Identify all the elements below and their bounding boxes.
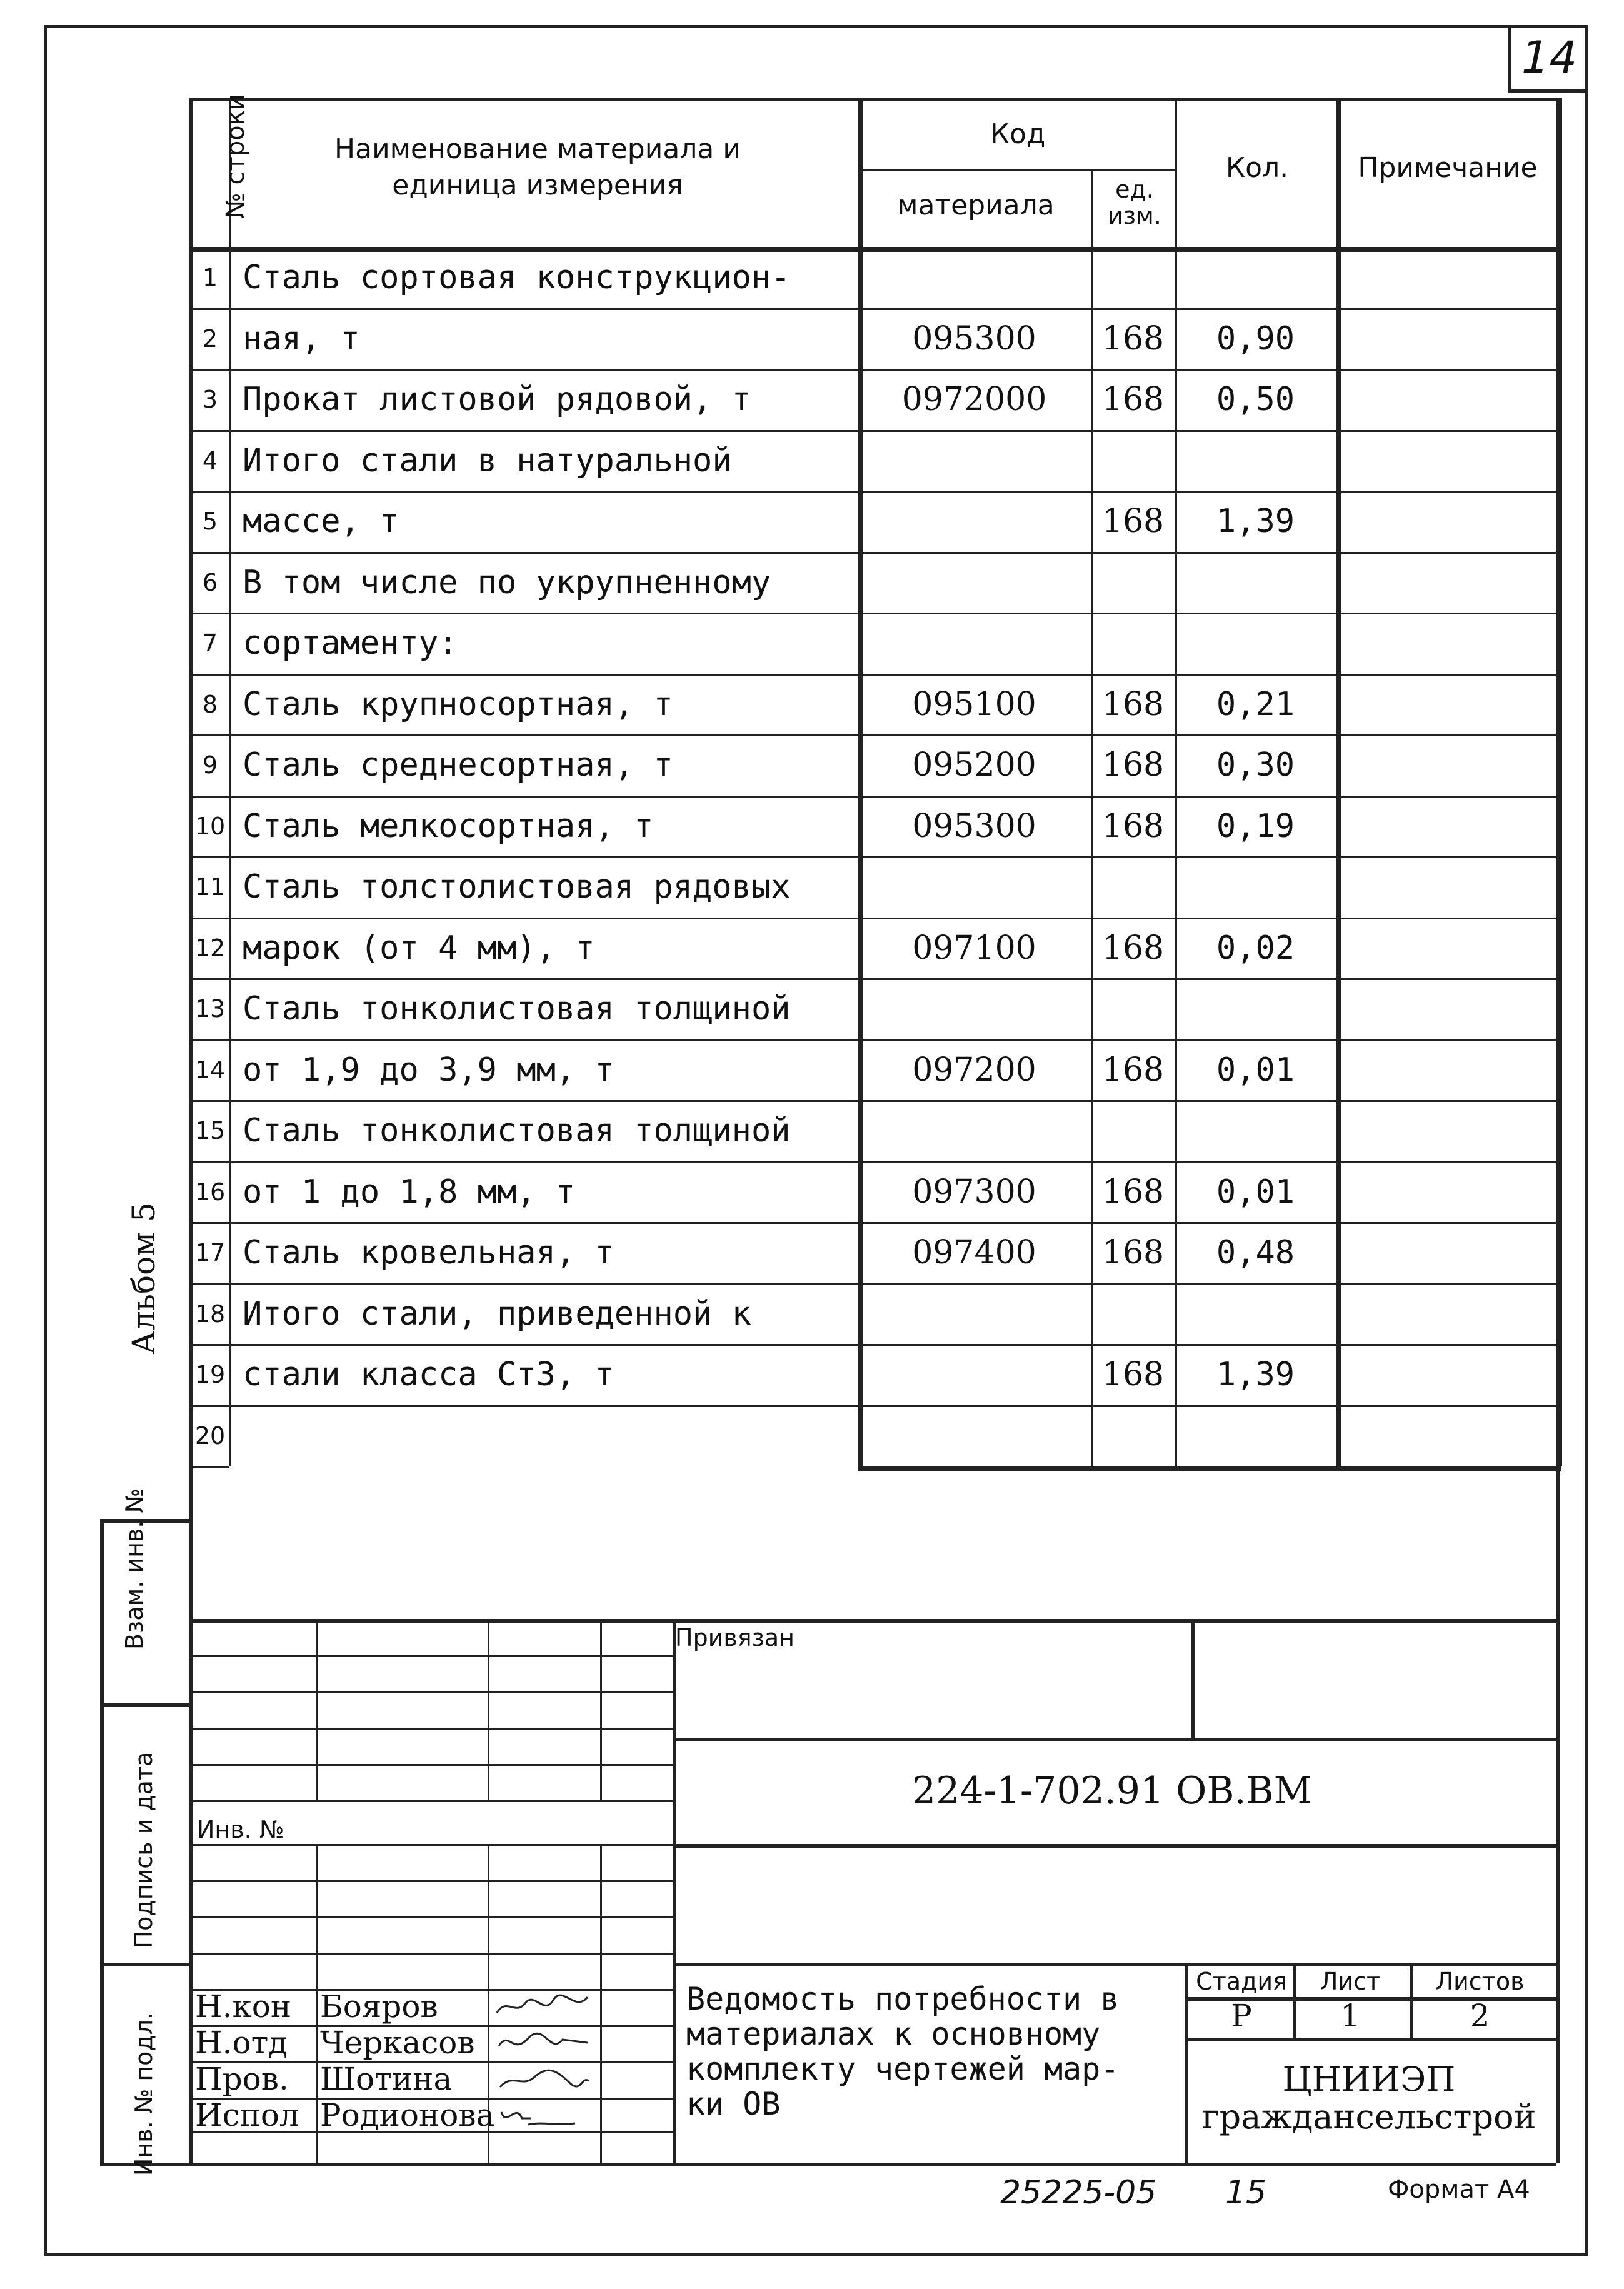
signature-image [494,2100,594,2131]
grid-line [858,169,1175,171]
vzam-inv-label: Взам. инв. № [121,1488,148,1650]
header-code-unit: ед. изм. [1108,176,1161,229]
grid-line [189,369,1556,371]
grid-line [600,1844,602,2163]
grid-line [189,98,1556,101]
unit-code: 168 [1101,503,1165,540]
grid-line [673,1844,1556,1848]
material-name: Сталь крупносортная, т [243,686,673,723]
page-number: 15 [1225,2174,1267,2211]
grid-line [100,1963,189,1966]
grid-line [673,1619,676,2163]
document-title-line: Ведомость потребности в [686,1981,1120,2017]
unit-code: 168 [1101,381,1165,418]
header-qty: Кол. [1225,152,1289,184]
row-number: 8 [202,691,218,718]
row-number: 6 [202,569,218,596]
grid-line [1336,98,1341,1466]
row-number: 17 [194,1239,226,1266]
grid-line [189,734,1556,736]
row-number: 13 [194,995,226,1023]
sheets-label: Листов [1435,1968,1525,1995]
grid-line [1175,98,1177,1466]
sheet-label: Лист [1320,1968,1381,1995]
material-name: Сталь среднесортная, т [243,746,673,784]
document-title-line: комплекту чертежей мар- [686,2051,1120,2087]
archive-number: 25225-05 [1000,2174,1157,2211]
unit-code: 168 [1101,746,1165,784]
unit-code: 168 [1101,1051,1165,1089]
row-number: 10 [194,813,226,840]
grid-line [189,491,1556,493]
document-title [686,1981,1119,2121]
quantity: 0,01 [1216,1173,1295,1211]
material-name: стали класса Ст3, т [243,1356,614,1393]
grid-line [488,1619,489,1800]
grid-line [189,856,1556,858]
row-number: 2 [202,325,218,353]
grid-line [316,1619,318,1800]
grid-line [100,1703,189,1707]
material-name: Сталь тонколистовая толщиной [243,990,791,1028]
material-code: 095200 [912,746,1036,784]
quantity: 1,39 [1216,503,1295,540]
material-code: 097100 [912,929,1036,967]
grid-line [100,1519,104,2163]
grid-line [189,1405,1556,1407]
inv-no-label: Инв. № [197,1816,284,1843]
role-label: Н.кон [195,1988,292,2025]
quantity: 0,21 [1216,686,1295,723]
inv-podl-label: Инв. № подл. [130,2011,158,2176]
format-label: Формат А4 [1388,2175,1530,2204]
header-code-material: материала [897,189,1055,221]
document-title-line: материалах к основному [686,2016,1101,2052]
grid-line [189,613,1556,614]
grid-line [316,1844,318,2163]
grid-line [189,1344,1556,1346]
row-number: 9 [202,751,218,779]
row-number: 14 [194,1056,226,1084]
grid-line [189,1100,1556,1102]
grid-line [673,1963,1556,1966]
grid-line [189,2163,673,2165]
quantity: 0,50 [1216,381,1295,418]
grid-line [600,1619,602,1800]
grid-line [858,1466,1561,1471]
role-label: Н.отд [195,2025,288,2061]
signature-image [494,2027,594,2058]
grid-line [189,1222,1556,1224]
signature-image [494,1991,594,2022]
grid-line [1191,1619,1195,1738]
material-name: Итого стали, приведенной к [243,1295,751,1333]
material-name: сортаменту: [243,624,458,662]
role-label: Пров. [195,2061,289,2097]
material-name: Сталь сортовая конструкцион- [243,259,791,296]
quantity: 0,30 [1216,746,1295,784]
material-code: 097200 [912,1051,1036,1089]
grid-line [189,1466,193,2163]
stage-label: Стадия [1196,1968,1287,1995]
privyazan-label: Привязан [675,1624,794,1651]
row-number: 7 [202,629,218,657]
material-name: В том числе по укрупненному [243,564,771,601]
grid-line [1556,98,1562,1466]
signature-image [494,2063,594,2095]
row-number: 5 [202,508,218,535]
sheet-number: 14 [1508,25,1588,93]
material-code: 097400 [912,1234,1036,1271]
unit-code: 168 [1101,808,1165,845]
quantity: 0,48 [1216,1234,1295,1271]
grid-line [189,1283,1556,1285]
row-number: 18 [194,1300,226,1328]
material-name: Сталь тонколистовая толщиной [243,1112,791,1150]
unit-code: 168 [1101,1234,1165,1271]
unit-code: 168 [1101,320,1165,358]
grid-line [189,1039,1556,1041]
grid-line [189,918,1556,919]
material-name: от 1 до 1,8 мм, т [243,1173,576,1211]
grid-line [229,98,231,1466]
material-name: Прокат листовой рядовой, т [243,381,751,418]
person-name: Черкасов [320,2025,475,2061]
material-name: Итого стали в натуральной [243,442,732,479]
material-name: Сталь толстолистовая рядовых [243,868,791,906]
organization-name-2: граждансельстрой [1201,2097,1536,2136]
material-name: Сталь кровельная, т [243,1234,614,1271]
person-name: Шотина [320,2061,453,2097]
material-code: 095300 [912,320,1036,358]
unit-code: 168 [1101,686,1165,723]
grid-line [1185,2038,1556,2041]
unit-code: 168 [1101,929,1165,967]
material-code: 095100 [912,686,1036,723]
row-number: 3 [202,386,218,413]
stage-value: Р [1231,1998,1252,2034]
grid-line [189,1800,673,1802]
grid-line [1091,169,1093,1466]
grid-line [189,308,1556,310]
row-number: 19 [194,1361,226,1388]
unit-code: 168 [1101,1173,1165,1211]
material-name: ная, т [243,320,360,358]
organization-name-1: ЦНИИЭП [1282,2060,1456,2099]
document-title-line: ки ОВ [686,2086,781,2122]
podpis-data-label: Подпись и дата [130,1751,158,1949]
person-name: Родионова [320,2097,495,2133]
row-number: 1 [202,264,218,291]
quantity: 0,02 [1216,929,1295,967]
material-code: 095300 [912,808,1036,845]
row-number: 4 [202,447,218,474]
grid-line [189,1161,1556,1163]
grid-line [189,1466,229,1468]
header-note: Примечание [1358,152,1538,184]
grid-line [189,430,1556,432]
row-number: 12 [194,934,226,962]
material-name: от 1,9 до 3,9 мм, т [243,1051,614,1089]
header-code: Код [990,118,1046,150]
document-code: 224-1-702.91 ОВ.ВМ [911,1769,1313,1813]
material-name: Сталь мелкосортная, т [243,808,654,845]
row-number: 11 [194,873,226,901]
row-number: 15 [194,1117,226,1144]
unit-code: 168 [1101,1356,1165,1393]
header-name: Наименование материала и единица измерения [334,133,741,201]
grid-line [189,674,1556,676]
grid-line [189,552,1556,554]
header-row-no: № строки [221,94,250,219]
grid-line [673,1738,1556,1741]
grid-line [1556,1466,1560,2163]
row-number: 20 [194,1422,226,1450]
quantity: 1,39 [1216,1356,1295,1393]
person-name: Бояров [320,1988,438,2025]
sheets-value: 2 [1470,1998,1490,2034]
quantity: 0,19 [1216,808,1295,845]
quantity: 0,90 [1216,320,1295,358]
sheet-value: 1 [1340,1998,1360,2034]
material-name: марок (от 4 мм), т [243,929,595,967]
grid-line [189,978,1556,980]
grid-line [189,247,1556,252]
quantity: 0,01 [1216,1051,1295,1089]
material-code: 0972000 [901,381,1047,418]
material-name: массе, т [243,503,399,540]
album-label: Альбом 5 [126,1202,162,1355]
material-code: 097300 [912,1173,1036,1211]
row-number: 16 [194,1178,226,1206]
grid-line [189,796,1556,798]
role-label: Испол [195,2097,299,2133]
